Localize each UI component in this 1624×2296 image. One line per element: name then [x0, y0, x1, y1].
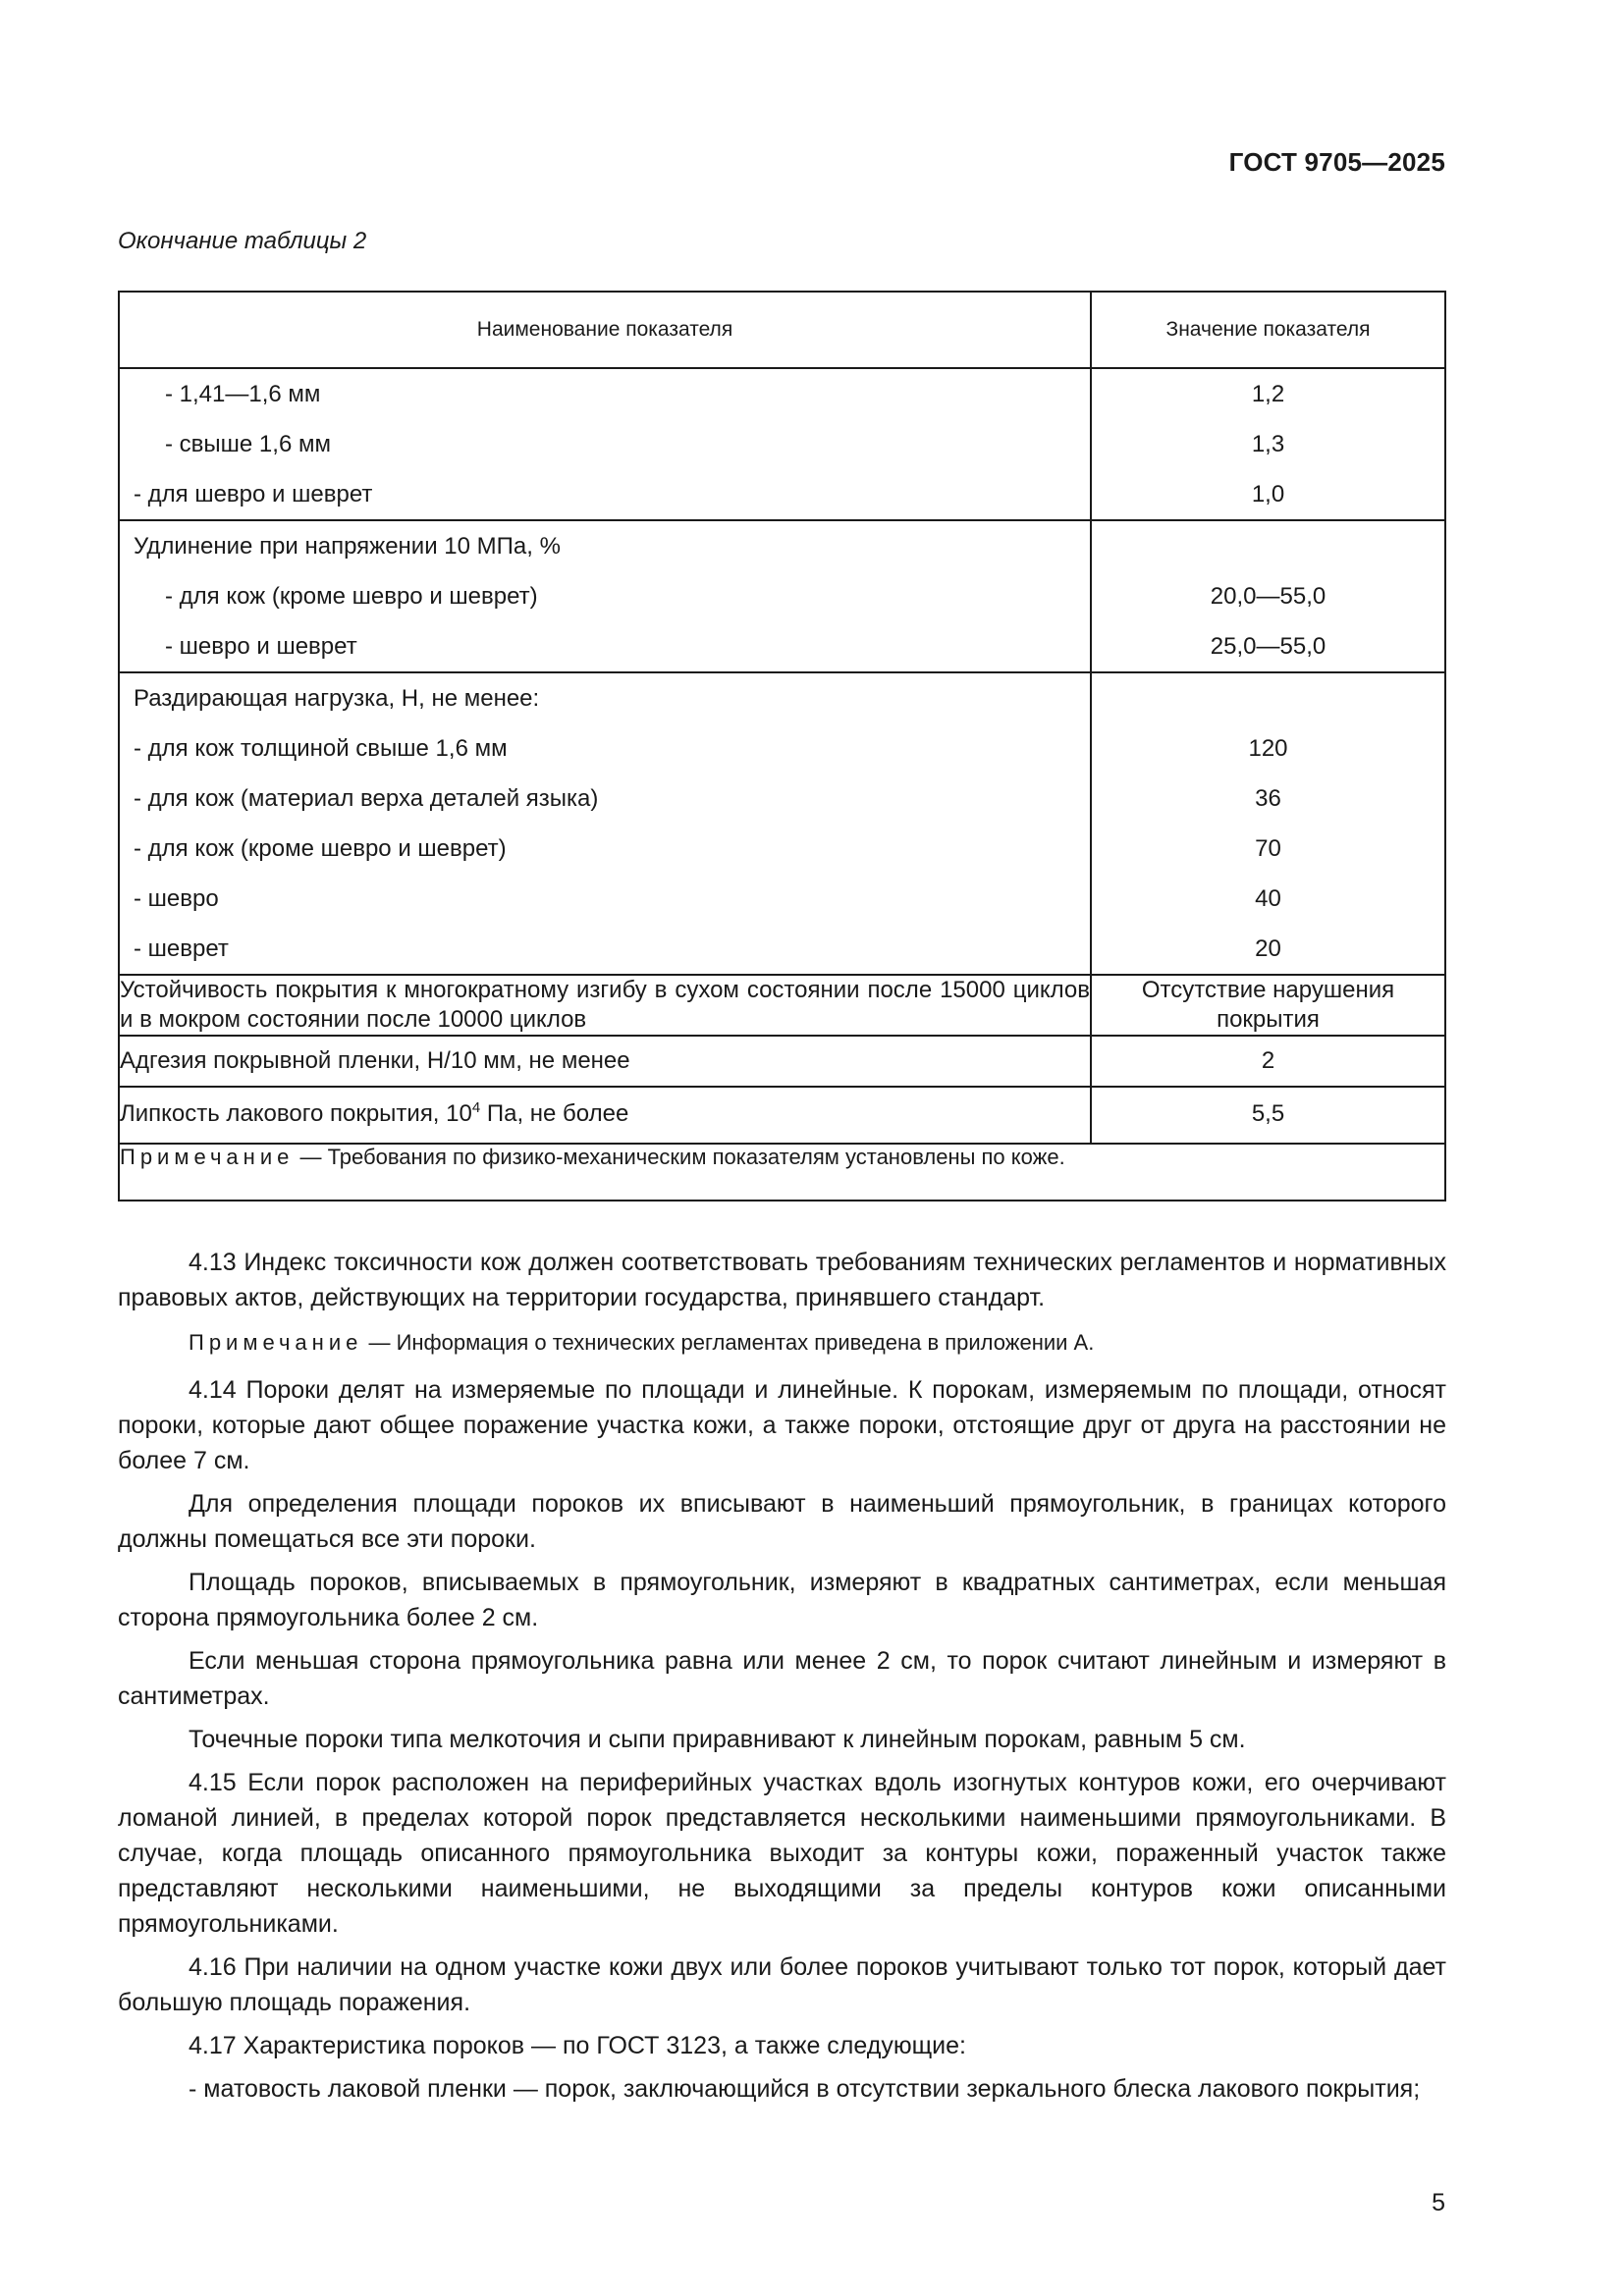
row-value: 5,5 — [1091, 1087, 1445, 1144]
table-note-row — [119, 1144, 1445, 1201]
row-values — [1091, 672, 1445, 975]
table-row — [119, 520, 1445, 672]
row-label: - для шевро и шеврет — [134, 481, 373, 507]
row-value: 1,3 — [1251, 431, 1285, 457]
row-values — [1091, 368, 1445, 520]
row-label: - 1,41—1,6 мм — [165, 381, 321, 407]
row-labels — [119, 520, 1091, 672]
row-value: 20 — [1255, 935, 1281, 962]
table-row — [119, 672, 1445, 975]
column-header-name: Наименование показателя — [119, 292, 1091, 368]
row-label: Устойчивость покрытия к многократному изгибу в сухом состоянии после 15000 циклов и в мокром состоянии после 10000 циклов — [119, 975, 1091, 1036]
row-labels — [119, 368, 1091, 520]
row-value: 70 — [1255, 835, 1281, 862]
row-value: 36 — [1255, 785, 1281, 812]
paragraph-4-14: 4.14 Пороки делят на измеряемые по площади и линейные. К порокам, измеряемым по площади, относят пороки, которые дают общее поражение участка кожи, а также пороки, отстоящие друг от друга на расстоянии не более 7 см. — [118, 1376, 1446, 1474]
paragraph: - матовость лаковой пленки — порок, заключающийся в отсутствии зеркального блеска лакового покрытия; — [189, 2075, 1421, 2103]
row-label: - для кож (кроме шевро и шеврет) — [134, 835, 507, 862]
note-label: Примечание — [189, 1330, 363, 1355]
page-number: 5 — [1432, 2189, 1445, 2216]
row-label: Адгезия покрывной пленки, Н/10 мм, не менее — [119, 1036, 1091, 1087]
row-label: - шеврет — [134, 935, 229, 962]
row-value: Отсутствие нарушения покрытия — [1091, 975, 1445, 1036]
document-code: ГОСТ 9705—2025 — [1228, 147, 1445, 177]
column-header-value: Значение показателя — [1091, 292, 1445, 368]
table-row — [119, 368, 1445, 520]
table-caption: Окончание таблицы 2 — [118, 228, 367, 254]
row-label: - для кож (материал верха деталей языка) — [134, 785, 599, 812]
row-value: 120 — [1248, 735, 1288, 762]
row-value: 20,0—55,0 — [1210, 583, 1326, 610]
row-value: 2 — [1091, 1036, 1445, 1087]
paragraph-4-17: 4.17 Характеристика пороков — по ГОСТ 3123, а также следующие: — [189, 2032, 966, 2059]
table-row — [119, 1087, 1445, 1144]
paragraph-4-16: 4.16 При наличии на одном участке кожи двух или более пороков учитывают только тот порок, который дает большую площадь поражения. — [118, 1953, 1446, 2016]
row-value: 40 — [1255, 885, 1281, 912]
note-4-13 — [118, 1325, 1446, 1361]
row-value: 1,0 — [1251, 481, 1285, 507]
paragraph-4-15: 4.15 Если порок расположен на периферийных участках вдоль изогнутых контуров кожи, его очерчивают ломаной линией, в пределах которой порок представляется несколькими наименьшими прямоугольниками. В случае, когда площадь описанного прямоугольника выходит за контуры кожи, пораженный участок также представляют несколькими наименьшими, не выходящими за пределы контуров кожи описанными прямоугольниками. — [118, 1769, 1446, 1938]
row-value: 25,0—55,0 — [1210, 633, 1326, 660]
note-label: Примечание — [120, 1145, 295, 1169]
row-value: 1,2 — [1251, 381, 1285, 407]
row-label: - шевро — [134, 885, 219, 912]
paragraph-4-13: 4.13 Индекс токсичности кож должен соответствовать требованиям технических регламентов и нормативных правовых актов, действующих на территории государства, принявшего стандарт. — [118, 1249, 1446, 1311]
paragraph: Для определения площади пороков их вписывают в наименьший прямоугольник, в границах которого должны помещаться все эти пороки. — [118, 1490, 1446, 1553]
row-value-empty — [1092, 521, 1444, 571]
table-note — [119, 1144, 1445, 1201]
paragraph: Площадь пороков, вписываемых в прямоугольник, измеряют в квадратных сантиметрах, если меньшая сторона прямоугольника более 2 см. — [118, 1569, 1446, 1631]
row-values — [1091, 520, 1445, 672]
note-text: — Информация о технических регламентах приведена в приложении А. — [362, 1330, 1095, 1355]
row-label: - для кож толщиной свыше 1,6 мм — [134, 735, 508, 762]
row-label: - шевро и шеврет — [165, 633, 357, 660]
table-row — [119, 1036, 1445, 1087]
properties-table — [118, 291, 1446, 1201]
row-value-empty — [1092, 673, 1444, 723]
body-text — [118, 1245, 1446, 2114]
group-title: Раздирающая нагрузка, Н, не менее: — [134, 685, 540, 712]
note-text: — Требования по физико-механическим показателям установлены по коже. — [294, 1145, 1065, 1169]
row-label: - свыше 1,6 мм — [165, 431, 331, 457]
label-part: Липкость лакового покрытия, 10 — [120, 1100, 472, 1127]
table-row — [119, 975, 1445, 1036]
table-header-row — [119, 292, 1445, 368]
paragraph: Точечные пороки типа мелкоточия и сыпи приравнивают к линейным порокам, равным 5 см. — [189, 1726, 1246, 1753]
label-part: Па, не более — [480, 1100, 629, 1127]
group-title: Удлинение при напряжении 10 МПа, % — [134, 533, 561, 560]
row-label: - для кож (кроме шевро и шеврет) — [165, 583, 538, 610]
row-labels — [119, 672, 1091, 975]
label-superscript: 4 — [471, 1099, 481, 1116]
paragraph: Если меньшая сторона прямоугольника равна или менее 2 см, то порок считают линейным и измеряют в сантиметрах. — [118, 1647, 1446, 1710]
row-label — [119, 1087, 1091, 1144]
